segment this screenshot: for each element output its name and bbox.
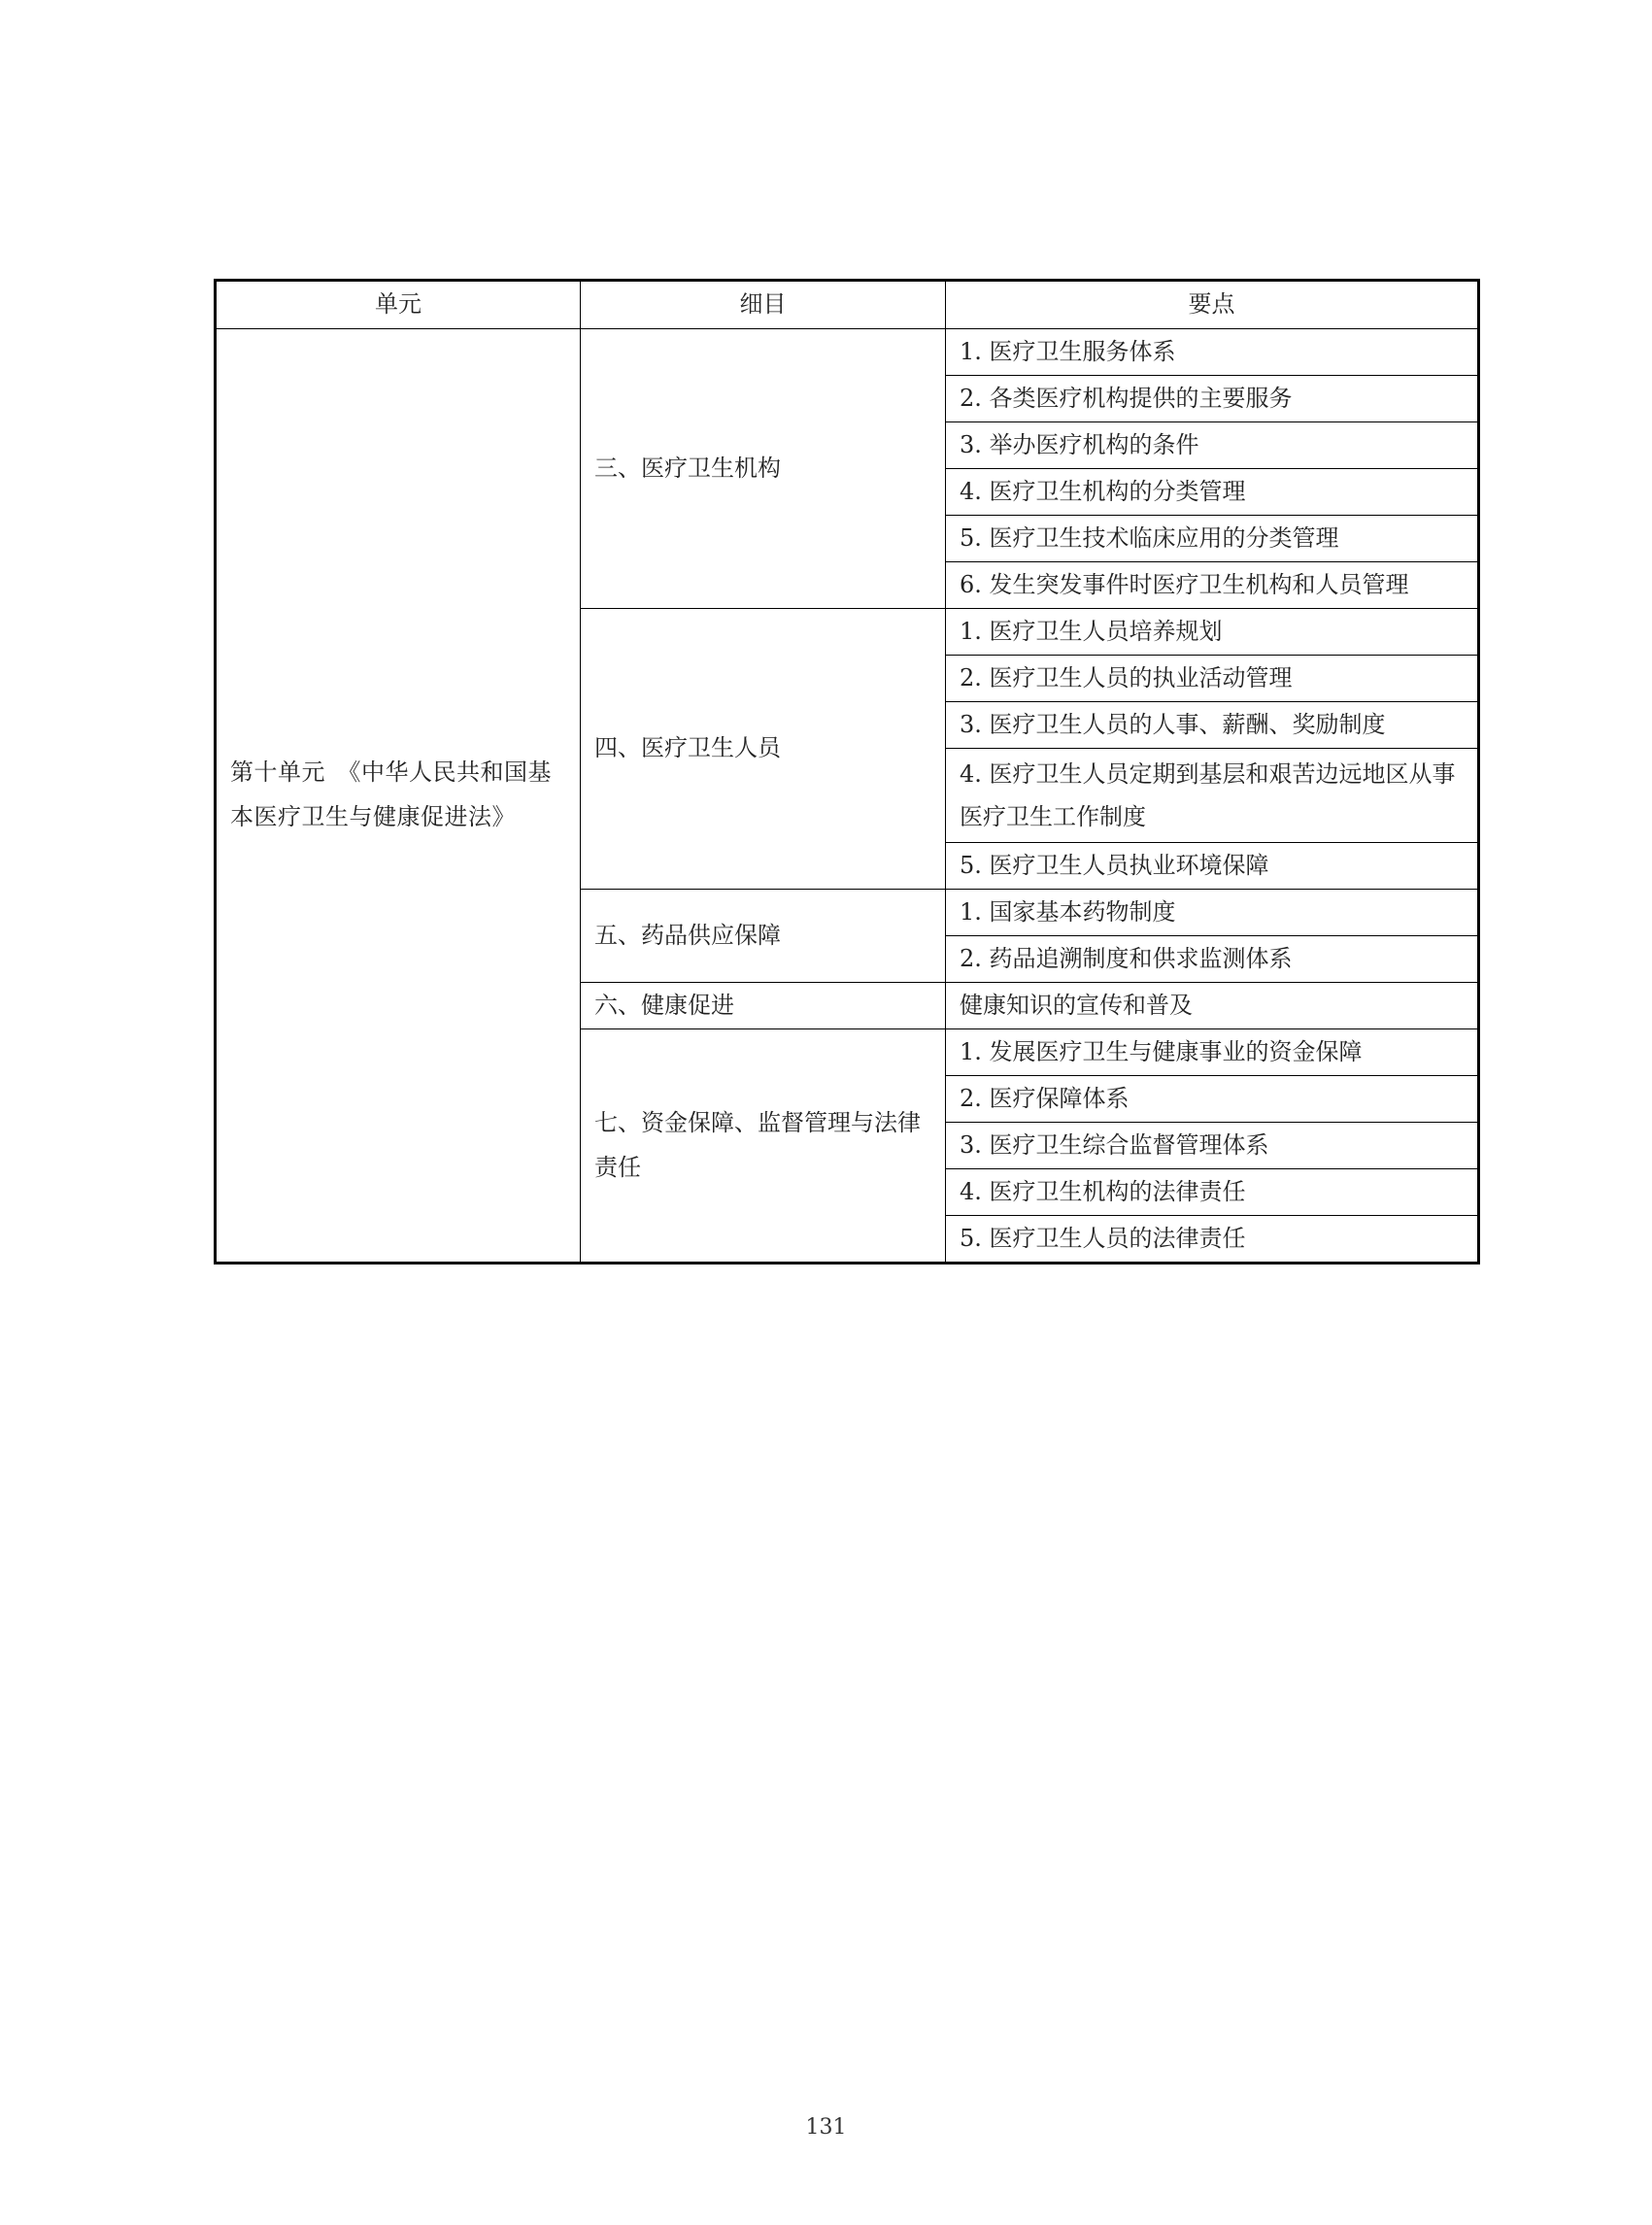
header-unit: 单元	[216, 281, 581, 329]
point-cell: 健康知识的宣传和普及	[946, 983, 1479, 1029]
point-cell: 4. 医疗卫生人员定期到基层和艰苦边远地区从事医疗卫生工作制度	[946, 749, 1479, 843]
point-cell: 4. 医疗卫生机构的法律责任	[946, 1169, 1479, 1216]
point-cell: 5. 医疗卫生人员执业环境保障	[946, 843, 1479, 890]
point-cell: 1. 医疗卫生人员培养规划	[946, 609, 1479, 656]
header-point: 要点	[946, 281, 1479, 329]
point-cell: 5. 医疗卫生技术临床应用的分类管理	[946, 516, 1479, 562]
point-cell: 2. 医疗保障体系	[946, 1076, 1479, 1123]
point-cell: 5. 医疗卫生人员的法律责任	[946, 1216, 1479, 1264]
item-cell: 四、医疗卫生人员	[581, 609, 946, 890]
unit-cell	[216, 329, 581, 1264]
table-header-row	[216, 281, 1479, 329]
syllabus-table	[214, 279, 1480, 1264]
header-item: 细目	[581, 281, 946, 329]
item-cell: 三、医疗卫生机构	[581, 329, 946, 609]
item-cell: 五、药品供应保障	[581, 890, 946, 983]
table-row	[216, 329, 1479, 376]
point-cell: 1. 国家基本药物制度	[946, 890, 1479, 936]
page-number: 131	[805, 2115, 847, 2140]
point-cell: 3. 医疗卫生人员的人事、薪酬、奖励制度	[946, 702, 1479, 749]
point-cell: 2. 医疗卫生人员的执业活动管理	[946, 656, 1479, 702]
item-cell: 六、健康促进	[581, 983, 946, 1029]
point-cell: 1. 医疗卫生服务体系	[946, 329, 1479, 376]
point-cell: 6. 发生突发事件时医疗卫生机构和人员管理	[946, 562, 1479, 609]
point-cell: 1. 发展医疗卫生与健康事业的资金保障	[946, 1029, 1479, 1076]
point-cell: 3. 医疗卫生综合监督管理体系	[946, 1123, 1479, 1169]
unit-name: 第十单元 《中华人民共和国基本医疗卫生与健康促进法》	[230, 759, 552, 830]
point-cell: 3. 举办医疗机构的条件	[946, 422, 1479, 469]
point-cell: 4. 医疗卫生机构的分类管理	[946, 469, 1479, 516]
item-cell: 七、资金保障、监督管理与法律责任	[581, 1029, 946, 1264]
point-cell: 2. 药品追溯制度和供求监测体系	[946, 936, 1479, 983]
point-cell: 2. 各类医疗机构提供的主要服务	[946, 376, 1479, 422]
